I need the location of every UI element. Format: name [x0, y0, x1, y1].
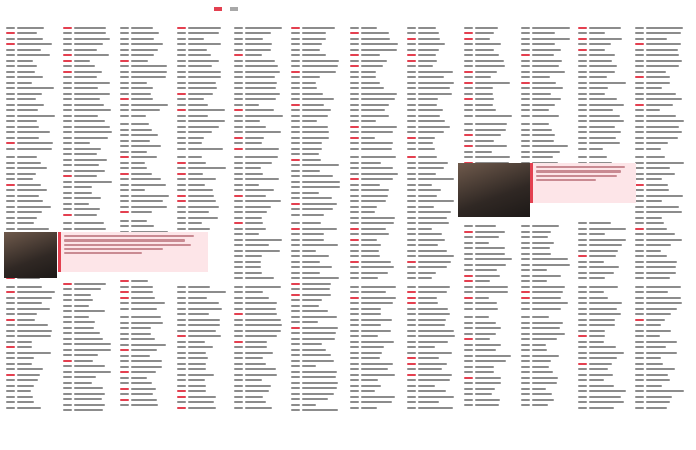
listing-column: [6, 22, 57, 440]
listing-column: [120, 22, 171, 440]
listing-column: [635, 22, 686, 440]
right-programme-photo: [458, 163, 530, 217]
listing-column: [63, 22, 114, 440]
listing-column: [177, 22, 228, 440]
listing-column: [407, 22, 458, 440]
listing-column: [521, 22, 572, 440]
legend: [214, 3, 450, 15]
listing-column: [464, 22, 515, 440]
secondary-swatch: [230, 7, 238, 11]
listing-column: [234, 22, 285, 440]
listing-column: [350, 22, 401, 440]
listing-column: [291, 22, 342, 440]
highlight-swatch: [214, 7, 222, 11]
left-programme-photo: [4, 232, 57, 278]
listing-column: [578, 22, 629, 440]
left-photo-caption: [58, 232, 208, 272]
right-photo-caption: [530, 163, 636, 203]
